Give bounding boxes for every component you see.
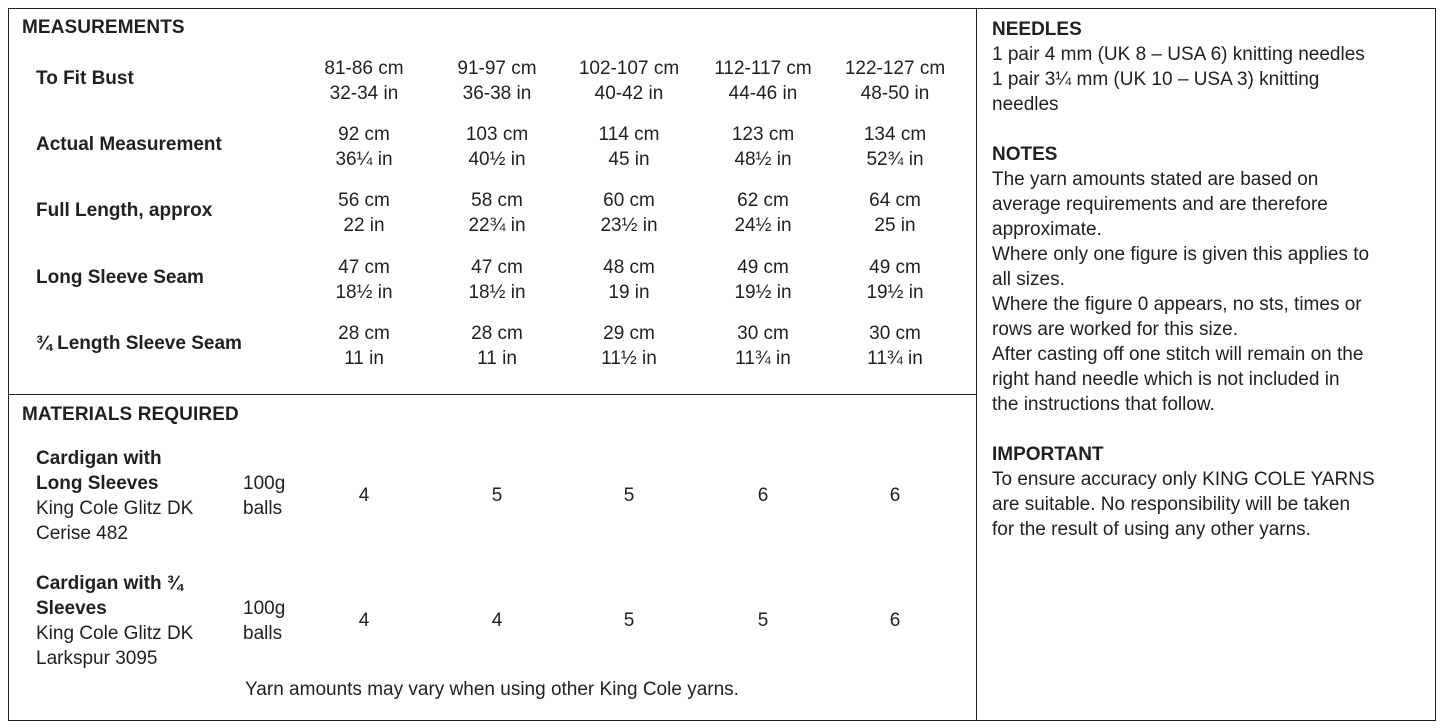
material-title: Long Sleeves	[36, 473, 159, 494]
measurement-label: Long Sleeve Seam	[36, 267, 204, 288]
notes-line: all sizes.	[992, 269, 1065, 290]
material-label	[36, 571, 193, 671]
ball-count: 6	[889, 610, 901, 631]
important-line: are suitable. No responsibility will be taken	[992, 494, 1351, 515]
value-cm: 62 cm	[737, 190, 789, 211]
measurement-cell	[825, 188, 965, 238]
value-in: 18½ in	[335, 282, 393, 303]
unit-text: 100g	[243, 598, 286, 619]
value-in: 11 in	[477, 348, 517, 369]
materials-heading: MATERIALS REQUIRED	[22, 404, 239, 425]
needles-line: 1 pair 3¼ mm (UK 10 – USA 3) knitting	[992, 69, 1320, 90]
measurement-cell	[693, 122, 833, 172]
ball-count: 5	[623, 485, 635, 506]
value-in: 18½ in	[468, 282, 526, 303]
value-cm: 28 cm	[338, 323, 390, 344]
measurement-cell	[427, 122, 567, 172]
material-label	[36, 446, 193, 546]
important-section	[992, 442, 1432, 542]
notes-line: average requirements and are therefore	[992, 194, 1328, 215]
value-cm: 112-117 cm	[714, 58, 812, 79]
measurement-cell	[427, 188, 567, 238]
value-in: 36-38 in	[462, 83, 532, 104]
needles-section	[992, 17, 1432, 117]
value-cm: 30 cm	[869, 323, 921, 344]
value-in: 25 in	[874, 215, 916, 236]
measurement-cell	[825, 321, 965, 371]
important-line: for the result of using any other yarns.	[992, 519, 1311, 540]
value-in: 19½ in	[866, 282, 924, 303]
notes-line: Where only one figure is given this applies to	[992, 244, 1370, 265]
value-cm: 56 cm	[338, 190, 390, 211]
yarn-footnote: Yarn amounts may vary when using other King Cole yarns.	[245, 679, 739, 700]
value-in: 32-34 in	[329, 83, 399, 104]
ball-count: 5	[757, 610, 769, 631]
material-title: Sleeves	[36, 598, 107, 619]
notes-heading: NOTES	[992, 144, 1058, 165]
unit-text: balls	[243, 498, 283, 519]
needles-line: needles	[992, 94, 1059, 115]
measurement-cell	[559, 255, 699, 305]
measurement-cell	[559, 56, 699, 106]
unit-text: 100g	[243, 473, 286, 494]
value-cm: 49 cm	[869, 257, 921, 278]
value-cm: 103 cm	[465, 124, 529, 145]
measurements-heading: MEASUREMENTS	[22, 17, 185, 38]
notes-line: Where the figure 0 appears, no sts, times or	[992, 294, 1362, 315]
ball-count: 4	[358, 485, 370, 506]
value-in: 22¾ in	[468, 215, 526, 236]
value-in: 11¾ in	[735, 348, 791, 369]
ball-count: 5	[491, 485, 503, 506]
value-cm: 47 cm	[471, 257, 523, 278]
value-in: 22 in	[343, 215, 385, 236]
measurement-cell	[559, 321, 699, 371]
needles-line: 1 pair 4 mm (UK 8 – USA 6) knitting needles	[992, 44, 1365, 65]
measurement-cell	[825, 255, 965, 305]
value-cm: 47 cm	[338, 257, 390, 278]
value-in: 40-42 in	[594, 83, 664, 104]
yarn-name: King Cole Glitz DK	[36, 498, 194, 519]
measurement-cell	[693, 56, 833, 106]
value-cm: 49 cm	[737, 257, 789, 278]
notes-line: After casting off one stitch will remain on the	[992, 344, 1364, 365]
value-cm: 122-127 cm	[844, 58, 946, 79]
value-cm: 91-97 cm	[457, 58, 537, 79]
value-in: 48-50 in	[860, 83, 930, 104]
measurement-label: Full Length, approx	[36, 200, 213, 221]
important-line: To ensure accuracy only KING COLE YARNS	[992, 469, 1375, 490]
value-in: 40½ in	[468, 149, 526, 170]
value-cm: 123 cm	[731, 124, 795, 145]
value-cm: 92 cm	[338, 124, 390, 145]
measurement-cell	[294, 122, 434, 172]
ball-count: 5	[623, 610, 635, 631]
measurement-label: ¾ Length Sleeve Seam	[36, 333, 242, 354]
value-in: 36¼ in	[335, 149, 393, 170]
measurement-label: To Fit Bust	[36, 68, 134, 89]
yarn-shade: Larkspur 3095	[36, 648, 158, 669]
measurement-cell	[693, 255, 833, 305]
value-in: 52¾ in	[866, 149, 924, 170]
value-in: 19 in	[608, 282, 650, 303]
important-heading: IMPORTANT	[992, 444, 1104, 465]
needles-heading: NEEDLES	[992, 19, 1082, 40]
value-in: 19½ in	[734, 282, 792, 303]
unit-text: balls	[243, 623, 283, 644]
material-title: Cardigan with ¾	[36, 573, 183, 594]
measurement-cell	[294, 321, 434, 371]
value-in: 48½ in	[734, 149, 792, 170]
value-cm: 28 cm	[471, 323, 523, 344]
notes-line: the instructions that follow.	[992, 394, 1215, 415]
value-cm: 134 cm	[863, 124, 927, 145]
measurement-cell	[693, 321, 833, 371]
notes-line: approximate.	[992, 219, 1102, 240]
value-cm: 48 cm	[603, 257, 655, 278]
value-cm: 30 cm	[737, 323, 789, 344]
value-in: 24½ in	[734, 215, 792, 236]
value-cm: 114 cm	[598, 124, 660, 145]
measurement-cell	[427, 56, 567, 106]
value-in: 23½ in	[600, 215, 658, 236]
value-in: 11 in	[344, 348, 384, 369]
measurement-cell	[559, 188, 699, 238]
yarn-name: King Cole Glitz DK	[36, 623, 194, 644]
measurement-cell	[294, 255, 434, 305]
ball-count: 4	[358, 610, 370, 631]
column-divider	[976, 8, 977, 721]
ball-unit	[243, 596, 285, 646]
notes-line: right hand needle which is not included in	[992, 369, 1340, 390]
measurement-cell	[825, 122, 965, 172]
value-in: 44-46 in	[728, 83, 798, 104]
notes-line: rows are worked for this size.	[992, 319, 1239, 340]
measurement-cell	[427, 321, 567, 371]
value-cm: 60 cm	[603, 190, 655, 211]
measurement-cell	[294, 56, 434, 106]
value-cm: 81-86 cm	[324, 58, 404, 79]
measurement-label: Actual Measurement	[36, 134, 222, 155]
material-title: Cardigan with	[36, 448, 162, 469]
measurement-cell	[693, 188, 833, 238]
value-cm: 29 cm	[603, 323, 655, 344]
ball-count: 4	[491, 610, 503, 631]
ball-count: 6	[889, 485, 901, 506]
value-cm: 64 cm	[869, 190, 921, 211]
value-in: 45 in	[608, 149, 650, 170]
value-in: 11½ in	[601, 348, 657, 369]
measurement-cell	[825, 56, 965, 106]
value-in: 11¾ in	[867, 348, 923, 369]
value-cm: 58 cm	[471, 190, 523, 211]
ball-unit	[243, 471, 285, 521]
yarn-shade: Cerise 482	[36, 523, 128, 544]
value-cm: 102-107 cm	[578, 58, 680, 79]
measurement-cell	[427, 255, 567, 305]
measurement-cell	[294, 188, 434, 238]
notes-section	[992, 142, 1432, 417]
measurement-cell	[559, 122, 699, 172]
ball-count: 6	[757, 485, 769, 506]
notes-line: The yarn amounts stated are based on	[992, 169, 1319, 190]
section-divider	[8, 394, 976, 395]
